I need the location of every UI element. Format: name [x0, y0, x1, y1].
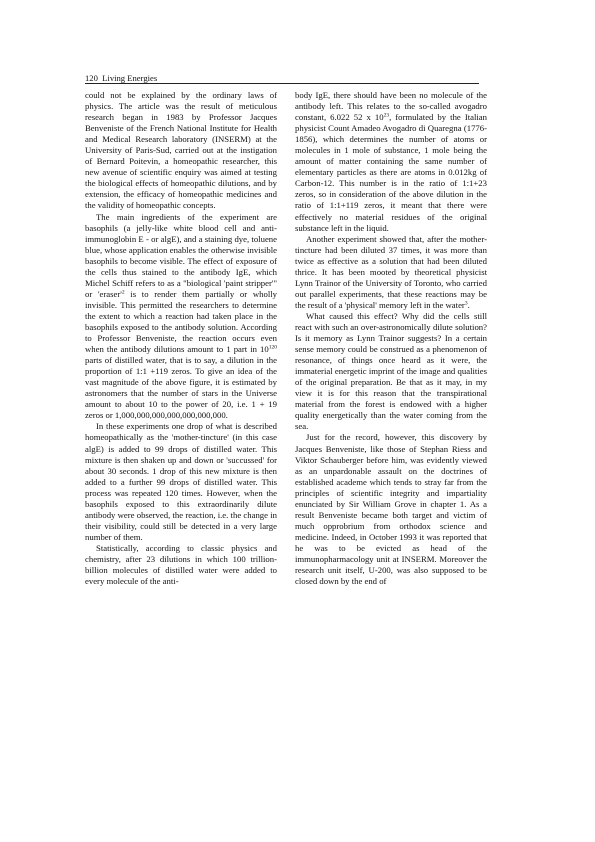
text-run: , formulated by the Italian physicist Count Amadeo Avogadro di Quaregna (1776-1856), which determines the number of atoms or molecules in 1 mole of substance, 1 mole being the amount of matter containing the same number of elementary particles as there are atoms in 0.012kg of Carbon-12. This number is in the ratio of 1:1+23 zeros, so in consideration of the above dilution in the ratio of 1:1+119 zeros, it meant that there were effectively no material residues of the original substance left in the liquid. [295, 112, 488, 233]
paragraph [295, 90, 487, 234]
footnote-ref: 3 [464, 300, 468, 307]
header-rule [85, 83, 479, 84]
running-title: Living Energies [102, 73, 158, 83]
text-run: The main ingredients of the experiment are basophils (a jelly-like white blood cell and anti-immunoglobin E - or algE), and a staining dye, toluene blue, whose application enables the otherwise invisible basophils to become visible. The effect of exposure of the cells thus stained to the antibody IgE, which Michel Schiff refers to as a "biological 'paint stripper'" or 'eraser' [85, 211, 277, 299]
running-header [85, 73, 479, 83]
paragraph: Just for the record, however, this discovery by Jacques Benveniste, like those of Stephan Riess and Viktor Schauberger before him, was evidently viewed as an unpardonable assault on the doctrines of established academe which tends to stray far from the principles of scientific integrity and impartiality enunciated by Sir William Grove in chapter 1. As a result Benveniste became both target and victim of much opprobrium from orthodox science and medicine. Indeed, in October 1993 it was reported that he was to be evicted as head of the immunopharmacology unit at INSERM. Moreover the research unit itself, U-200, was also supposed to be closed down by the end of [295, 432, 487, 587]
text-run: . [467, 299, 470, 310]
text-run: body IgE, there should have been no molecule of the antibody left. This relates to the so-called avogadro constant, 6.022 52 x 10 [295, 90, 487, 123]
page-number: 120 [85, 73, 98, 83]
paragraph: could not be explained by the ordinary laws of physics. The article was the result of meticulous research began in 1983 by Professor Jacques Benveniste of the French National Institute for Health and Medical Research laboratory (INSERM) at the University of Paris-Sud, carried out at the instigation of Bernard Poitevin, a homeopathic researcher, this new avenue of scientific enquiry was aimed at testing the biological effects of homeopathic dilutions, and by extension, the efficacy of homeopathic medicines and the validity of homeopathic concepts. [85, 90, 277, 211]
paragraph [85, 212, 277, 422]
text-run: parts of distilled water, that is to say, a dilution in the proportion of 1:1 +119 zeros. To give an idea of the vast magnitude of the above figure, it is estimated by astronomers that the number of stars in the Universe amount to about 10 to the power of 20, i.e. 1 + 19 zeros or 1,000,000,000,000,000,000,000. [85, 355, 277, 421]
right-column [295, 90, 487, 587]
exponent: 120 [268, 344, 277, 351]
left-column [85, 90, 277, 587]
paragraph [295, 234, 487, 311]
text-run: Another experiment showed that, after the mother-tincture had been diluted 37 times, it was more than twice as effective as a solution that had been diluted thrice. It has been mooted by theoretical physicist Lynn Trainor of the University of Toronto, who carried out parallel experiments, that these reactions may be the result of a 'physical' memory left in the water [295, 233, 487, 310]
paragraph: What caused this effect? Why did the cells still react with such an over-astronomically dilute solution? Is it memory as Lynn Trainor suggests? In a certain sense memory could be construed as a phenomenon of resonance, of things once heard as it were, the immaterial energetic imprint of the image and qualities of the original preparation. Be that as it may, in my view it is for this reason that the transpirational material from the forest is endowed with a higher quality energetically than the water coming from the sea. [295, 310, 487, 432]
paragraph: In these experiments one drop of what is described homeopathically as the 'mother-tincture' (in this case algE) is added to 99 drops of distilled water. This mixture is then shaken up and down or 'succussed' for about 30 seconds. 1 drop of this new mixture is then added to a further 99 drops of distilled water. This process was repeated 120 times. However, when the basophils exposed to this extraordinarily dilute antibody were observed, the reaction, i.e. the change in their visibility, could still be detected in a very large number of them. [85, 421, 277, 542]
exponent: 23 [383, 112, 390, 119]
text-run: is to render them partially or wholly invisible. This permitted the researchers to determine the extent to which a reaction had taken place in the basophils exposed to the antibody solution. According to Professor Benveniste, the reaction occurs even when the antibody dilutions amount to 1 part in 10 [85, 288, 277, 355]
paragraph: Statistically, according to classic physics and chemistry, after 23 dilutions in which 100 trillion-billion molecules of distilled water were added to every molecule of the anti- [85, 542, 277, 587]
footnote-ref: 2 [121, 289, 125, 296]
